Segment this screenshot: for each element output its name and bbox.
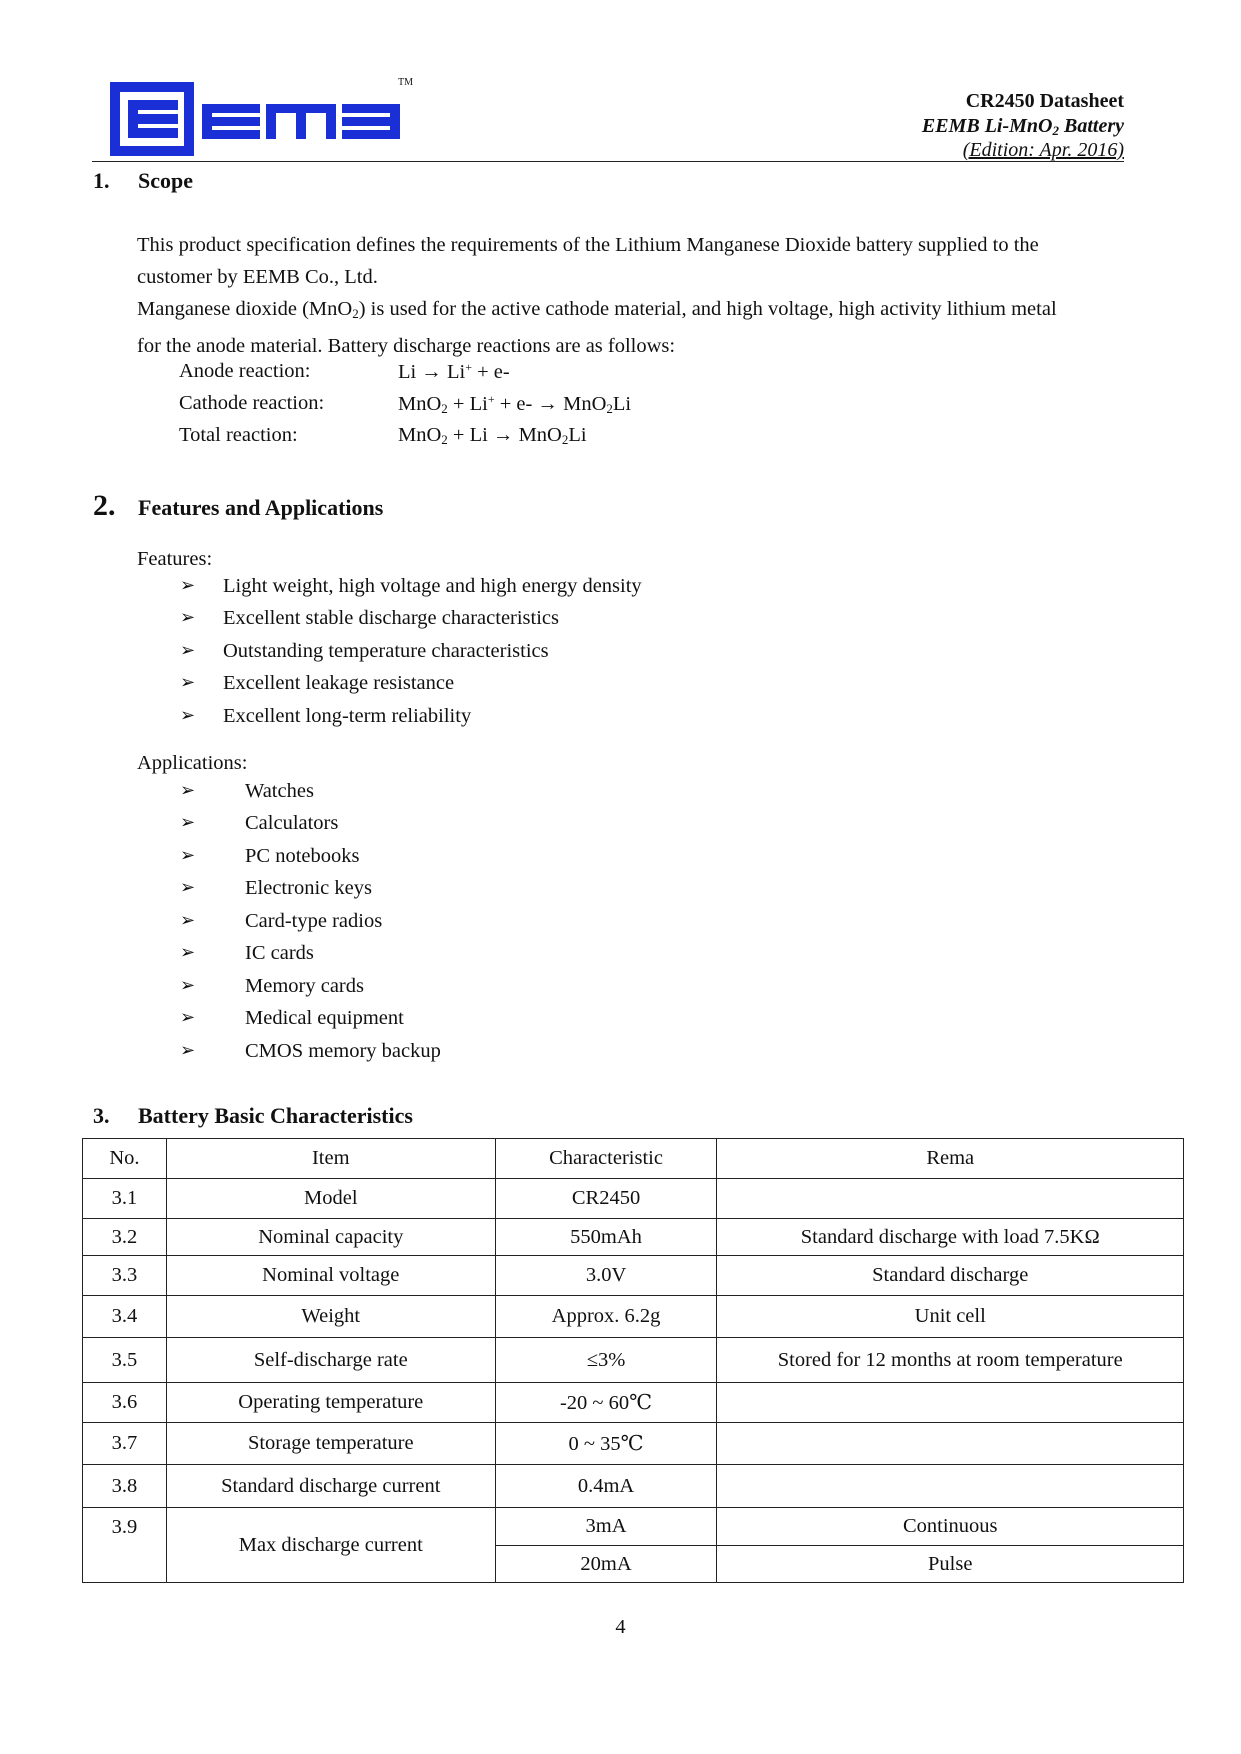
table-cell: 3.9: [83, 1508, 167, 1583]
applications-label: Applications:: [137, 752, 248, 774]
table-cell: Model: [166, 1179, 495, 1219]
table-cell: Continuous: [717, 1508, 1184, 1546]
column-header: No.: [83, 1139, 167, 1179]
header-divider: [92, 161, 1124, 162]
table-cell: Stored for 12 months at room temperature: [717, 1338, 1184, 1383]
arrow-bullet-icon: ➢: [180, 845, 196, 865]
table-cell: Max discharge current: [166, 1508, 495, 1583]
table-cell: -20 ~ 60℃: [495, 1383, 717, 1423]
anode-reaction-label: Anode reaction:: [179, 360, 311, 382]
list-item: ➢ PC notebooks: [180, 845, 360, 867]
table-cell: 550mAh: [495, 1219, 717, 1256]
table-cell: 3.1: [83, 1179, 167, 1219]
table-cell: 3.8: [83, 1465, 167, 1508]
column-header: Item: [166, 1139, 495, 1179]
list-item: ➢ CMOS memory backup: [180, 1040, 441, 1062]
table-cell: Unit cell: [717, 1296, 1184, 1338]
table-cell: 20mA: [495, 1546, 717, 1583]
table-cell: 3.5: [83, 1338, 167, 1383]
scope-paragraph-1: This product specification defines the requirements of the Lithium Manganese Dioxide battery supplied to the customer by EEMB Co., Ltd.: [137, 234, 1039, 288]
column-header: Rema: [717, 1139, 1184, 1179]
column-header: Characteristic: [495, 1139, 717, 1179]
arrow-bullet-icon: ➢: [180, 672, 196, 692]
table-cell: Storage temperature: [166, 1423, 495, 1465]
list-item: ➢ IC cards: [180, 942, 314, 964]
arrow-bullet-icon: ➢: [180, 1007, 196, 1027]
arrow-bullet-icon: ➢: [180, 705, 196, 725]
table-cell: 0 ~ 35℃: [495, 1423, 717, 1465]
arrow-bullet-icon: ➢: [180, 975, 196, 995]
table-row: [83, 1256, 1184, 1296]
table-cell: 3.0V: [495, 1256, 717, 1296]
table-cell: Nominal voltage: [166, 1256, 495, 1296]
features-label: Features:: [137, 548, 213, 570]
table-cell: ≤3%: [495, 1338, 717, 1383]
table-cell: Standard discharge with load 7.5KΩ: [717, 1219, 1184, 1256]
list-item: ➢ Watches: [180, 780, 314, 802]
table-cell: 0.4mA: [495, 1465, 717, 1508]
list-item: ➢ Calculators: [180, 812, 339, 834]
table-cell: Approx. 6.2g: [495, 1296, 717, 1338]
document-subtitle: EEMB Li-MnO$_2$ Battery: [921, 115, 1124, 138]
table-cell: 3.2: [83, 1219, 167, 1256]
table-row: [83, 1296, 1184, 1338]
arrow-bullet-icon: ➢: [180, 910, 196, 930]
total-reaction-label: Total reaction:: [179, 424, 298, 446]
table-cell: [717, 1465, 1184, 1508]
arrow-bullet-icon: ➢: [180, 607, 196, 627]
table-row: [83, 1423, 1184, 1465]
table-cell: [717, 1383, 1184, 1423]
section-heading-features: 2. Features and Applications: [93, 489, 384, 522]
list-item: ➢ Excellent long-term reliability: [180, 705, 472, 727]
arrow-bullet-icon: ➢: [180, 942, 196, 962]
table-header-row: [83, 1139, 1184, 1179]
characteristics-table: [82, 1138, 1184, 1583]
arrow-bullet-icon: ➢: [180, 575, 196, 595]
list-item: ➢ Electronic keys: [180, 877, 372, 899]
table-cell: Nominal capacity: [166, 1219, 495, 1256]
cathode-reaction-formula: MnO$_2$ + Li+ + e- → MnO$_2$Li: [398, 392, 632, 416]
table-cell: 3.7: [83, 1423, 167, 1465]
total-reaction-formula: MnO$_2$ + Li → MnO$_2$Li: [398, 424, 587, 447]
table-row: [83, 1219, 1184, 1256]
page-number: 4: [615, 1616, 626, 1638]
table-cell: Standard discharge current: [166, 1465, 495, 1508]
table-cell: 3.4: [83, 1296, 167, 1338]
table-cell: 3.6: [83, 1383, 167, 1423]
section-heading-characteristics: 3. Battery Basic Characteristics: [93, 1103, 413, 1128]
table-row: [83, 1383, 1184, 1423]
cathode-reaction-label: Cathode reaction:: [179, 392, 325, 414]
table-cell: Self-discharge rate: [166, 1338, 495, 1383]
table-cell: Standard discharge: [717, 1256, 1184, 1296]
table-cell: Weight: [166, 1296, 495, 1338]
table-row: [83, 1179, 1184, 1219]
list-item: ➢ Card-type radios: [180, 910, 383, 932]
table-cell: 3mA: [495, 1508, 717, 1546]
list-item: ➢ Excellent leakage resistance: [180, 672, 455, 694]
arrow-bullet-icon: ➢: [180, 877, 196, 897]
scope-paragraph-2: Manganese dioxide (MnO$_2$) is used for the active cathode material, and high voltage, high activity lithium metal for the anode material. Battery discharge reactions are as follows:: [137, 298, 1057, 357]
table-cell: CR2450: [495, 1179, 717, 1219]
arrow-bullet-icon: ➢: [180, 812, 196, 832]
table-cell: Pulse: [717, 1546, 1184, 1583]
arrow-bullet-icon: ➢: [180, 640, 196, 660]
table-row: [83, 1508, 1184, 1546]
section-heading-scope: 1. Scope: [93, 168, 193, 193]
list-item: ➢ Memory cards: [180, 975, 364, 997]
trademark-mark: TM: [398, 77, 413, 88]
document-title: CR2450 Datasheet: [965, 90, 1124, 112]
edition-date: (Edition: Apr. 2016): [962, 139, 1124, 161]
list-item: ➢ Excellent stable discharge characteristics: [180, 607, 560, 629]
table-cell: Operating temperature: [166, 1383, 495, 1423]
table-cell: [717, 1423, 1184, 1465]
arrow-bullet-icon: ➢: [180, 780, 196, 800]
table-row: [83, 1338, 1184, 1383]
eemb-logo: [110, 80, 410, 158]
list-item: ➢ Light weight, high voltage and high energy density: [180, 575, 642, 597]
anode-reaction-formula: Li → Li+ + e-: [398, 360, 510, 383]
arrow-bullet-icon: ➢: [180, 1040, 196, 1060]
list-item: ➢ Outstanding temperature characteristics: [180, 640, 549, 662]
table-row: [83, 1465, 1184, 1508]
table-cell: 3.3: [83, 1256, 167, 1296]
list-item: ➢ Medical equipment: [180, 1007, 404, 1029]
table-cell: [717, 1179, 1184, 1219]
